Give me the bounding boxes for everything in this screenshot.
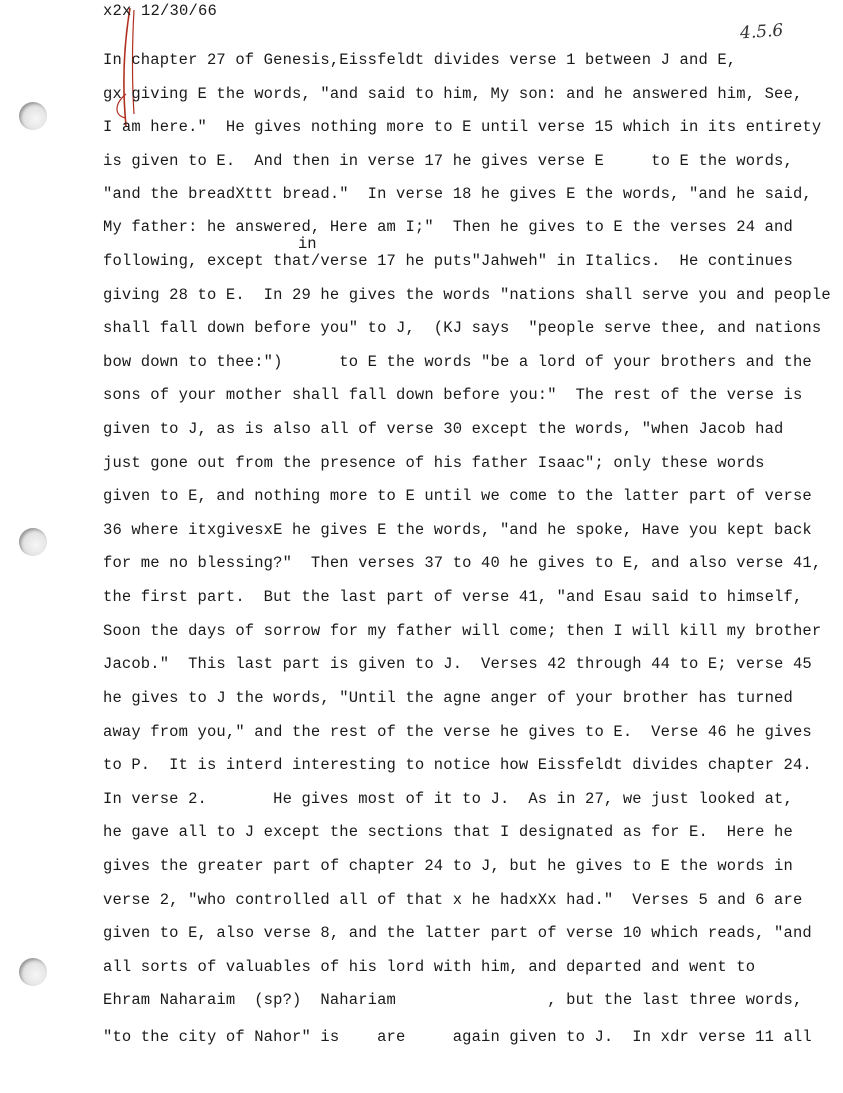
text-line: sons of your mother shall fall down before you:" The rest of the verse is: [103, 386, 803, 404]
text-line: Jacob." This last part is given to J. Verses 42 through 44 to E; verse 45: [103, 655, 812, 673]
text-line: given to E, and nothing more to E until we come to the latter part of verse: [103, 487, 812, 505]
text-line: In verse 2. He gives most of it to J. As in 27, we just looked at,: [103, 790, 793, 808]
text-line: just gone out from the presence of his father Isaac"; only these words: [103, 454, 765, 472]
text-line: Soon the days of sorrow for my father will come; then I will kill my brother: [103, 622, 822, 640]
text-line: for me no blessing?" Then verses 37 to 40 he gives to E, and also verse 41,: [103, 554, 822, 572]
text-line: "to the city of Nahor" is are again given to J. In xdr verse 11 all: [103, 1028, 812, 1046]
text-line: shall fall down before you" to J, (KJ says "people serve thee, and nations: [103, 319, 822, 337]
punch-hole-top: [19, 102, 47, 130]
text-line: is given to E. And then in verse 17 he gives verse E to E the words,: [103, 152, 793, 170]
interlinear-insertion: in: [298, 235, 317, 253]
text-line: following, except that/verse 17 he puts"Jahweh" in Italics. He continues: [103, 252, 793, 270]
handwritten-page-note: 4.5.6: [739, 20, 784, 44]
text-line: gives the greater part of chapter 24 to J, but he gives to E the words in: [103, 857, 793, 875]
text-line: verse 2, "who controlled all of that x he hadxXx had." Verses 5 and 6 are: [103, 891, 803, 909]
red-pencil-bracket-mark: [112, 4, 142, 134]
text-line: to P. It is interd interesting to notice how Eissfeldt divides chapter 24.: [103, 756, 812, 774]
text-line: away from you," and the rest of the verse he gives to E. Verse 46 he gives: [103, 723, 812, 741]
punch-hole-middle: [19, 528, 47, 556]
punch-hole-bottom: [19, 958, 47, 986]
text-line: I am here." He gives nothing more to E until verse 15 which in its entirety: [103, 118, 822, 136]
text-line: giving 28 to E. In 29 he gives the words "nations shall serve you and people: [103, 286, 831, 304]
text-line: bow down to thee:") to E the words "be a lord of your brothers and the: [103, 353, 812, 371]
text-line: all sorts of valuables of his lord with him, and departed and went to: [103, 958, 756, 976]
text-line: In chapter 27 of Genesis,Eissfeldt divides verse 1 between J and E,: [103, 51, 737, 69]
text-line: 36 where itxgivesxE he gives E the words, "and he spoke, Have you kept back: [103, 521, 812, 539]
text-line: My father: he answered, Here am I;" Then he gives to E the verses 24 and: [103, 218, 793, 236]
text-line: he gives to J the words, "Until the agne anger of your brother has turned: [103, 689, 793, 707]
text-line: given to E, also verse 8, and the latter part of verse 10 which reads, "and: [103, 924, 812, 942]
date-header: x2x 12/30/66: [103, 2, 218, 20]
text-line: given to J, as is also all of verse 30 except the words, "when Jacob had: [103, 420, 784, 438]
text-line: gx giving E the words, "and said to him, My son: and he answered him, See,: [103, 85, 803, 103]
text-line: Ehram Naharaim (sp?) Nahariam , but the last three words,: [103, 991, 803, 1009]
text-line: the first part. But the last part of verse 41, "and Esau said to himself,: [103, 588, 803, 606]
text-line: "and the breadXttt bread." In verse 18 he gives E the words, "and he said,: [103, 185, 812, 203]
text-line: he gave all to J except the sections that I designated as for E. Here he: [103, 823, 793, 841]
